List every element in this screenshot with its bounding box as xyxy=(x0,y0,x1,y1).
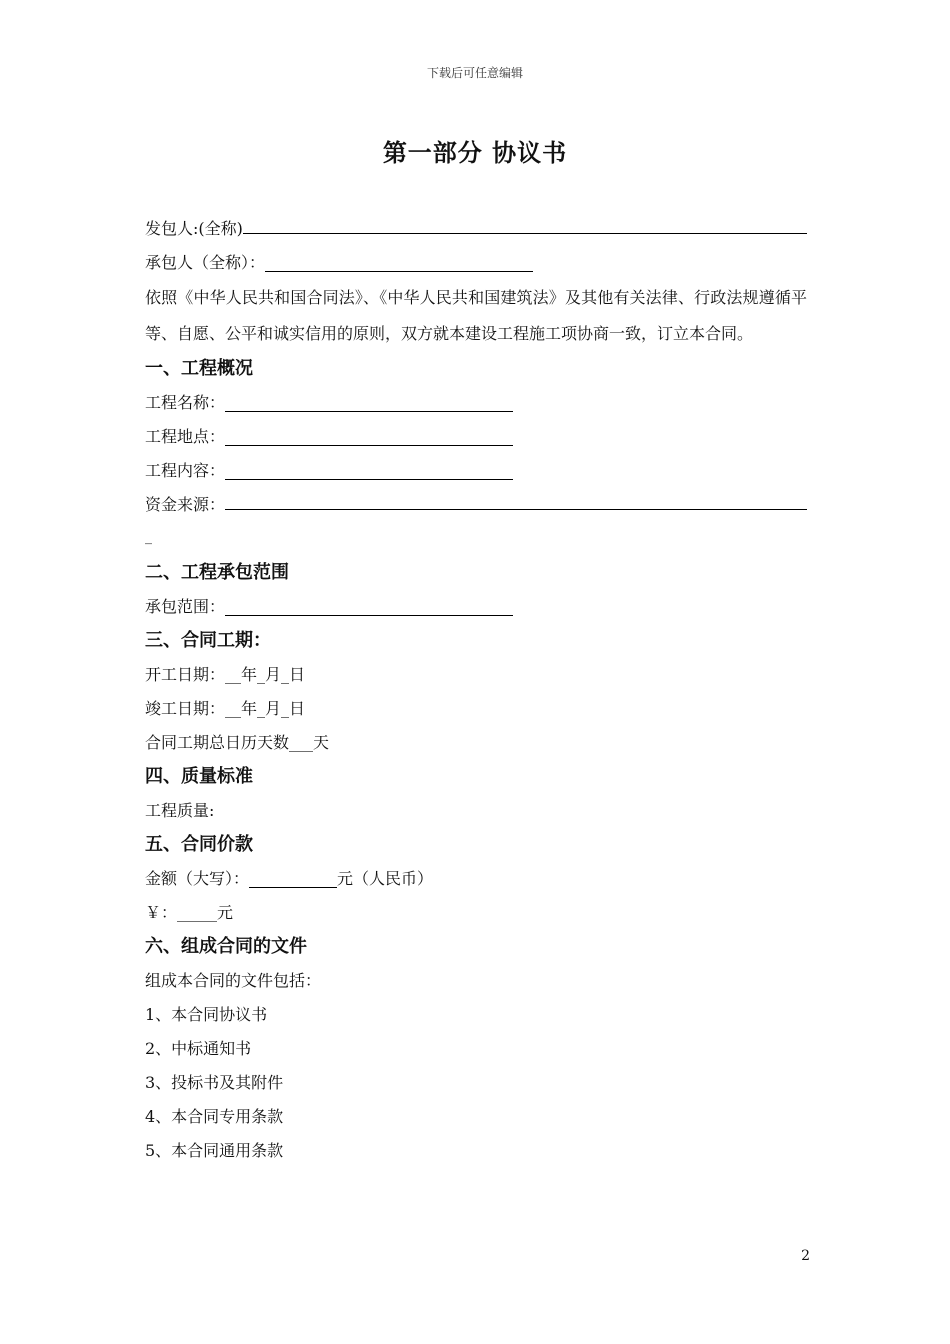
total-days-unit: 天 xyxy=(313,733,330,752)
section1-heading: 一、工程概况 xyxy=(145,358,253,379)
project-name-label: 工程名称： xyxy=(145,393,226,412)
start-date-line xyxy=(145,658,807,692)
end-date-label: 竣工日期： xyxy=(145,699,226,718)
page-title: 第一部分 协议书 xyxy=(382,139,568,167)
document-body xyxy=(145,212,807,1168)
project-content-label: 工程内容： xyxy=(145,461,226,480)
end-date-line xyxy=(145,692,807,726)
stray-underscore: _ xyxy=(145,529,152,545)
project-name-line xyxy=(145,386,807,420)
yen-line xyxy=(145,896,807,930)
yen-unit: 元 xyxy=(217,903,234,922)
funding-source-blank xyxy=(225,489,807,510)
start-date-blank: __年_月_日 xyxy=(225,665,306,684)
funding-source-label: 资金来源： xyxy=(145,495,226,514)
preamble-paragraph: 依照《中华人民共和国合同法》、《中华人民共和国建筑法》及其他有关法律、行政法规遵循平等、自愿、公平和诚实信用的原则，双方就本建设工程施工项协商一致，订立本合同。 xyxy=(145,288,807,343)
documents-intro: 组成本合同的文件包括： xyxy=(145,971,322,990)
project-content-blank xyxy=(225,459,513,480)
section5-heading: 五、合同价款 xyxy=(145,834,253,855)
project-location-line xyxy=(145,420,807,454)
contractor-blank xyxy=(265,251,533,272)
employer-blank xyxy=(243,213,807,234)
quality-line xyxy=(145,794,807,828)
contractor-label: 承包人（全称）： xyxy=(145,253,266,272)
yen-blank: _____ xyxy=(177,903,218,922)
section2-heading: 二、工程承包范围 xyxy=(145,562,289,583)
list-item: 1、本合同协议书 xyxy=(145,1005,268,1024)
list-item: 5、本合同通用条款 xyxy=(145,1141,284,1160)
project-name-blank xyxy=(225,391,513,412)
project-location-label: 工程地点： xyxy=(145,427,226,446)
employer-line xyxy=(145,212,807,246)
scope-blank xyxy=(225,595,513,616)
amount-unit: 元（人民币） xyxy=(337,869,434,888)
project-location-blank xyxy=(225,425,513,446)
end-date-blank: __年_月_日 xyxy=(225,699,306,718)
funding-source-line xyxy=(145,488,807,522)
scope-label: 承包范围： xyxy=(145,597,226,616)
contractor-line xyxy=(145,246,807,280)
page-number: 2 xyxy=(801,1248,810,1264)
employer-label: 发包人:(全称) xyxy=(145,219,243,238)
header-note: 下载后可任意编辑 xyxy=(426,66,523,80)
yen-label: ￥： xyxy=(145,903,178,922)
section3-heading: 三、合同工期： xyxy=(145,630,271,651)
start-date-label: 开工日期： xyxy=(145,665,226,684)
amount-line xyxy=(145,862,807,896)
total-days-label: 合同工期总日历天数 xyxy=(145,733,290,752)
list-item: 4、本合同专用条款 xyxy=(145,1107,284,1126)
quality-label: 工程质量: xyxy=(145,801,215,820)
scope-line xyxy=(145,590,807,624)
section4-heading: 四、质量标准 xyxy=(145,766,253,787)
list-item: 2、中标通知书 xyxy=(145,1039,252,1058)
total-days-blank: ___ xyxy=(289,733,314,752)
project-content-line xyxy=(145,454,807,488)
amount-blank xyxy=(249,867,337,888)
total-days-line xyxy=(145,726,807,760)
list-item: 3、投标书及其附件 xyxy=(145,1073,284,1092)
section6-heading: 六、组成合同的文件 xyxy=(145,936,307,957)
amount-label: 金额（大写）： xyxy=(145,869,250,888)
